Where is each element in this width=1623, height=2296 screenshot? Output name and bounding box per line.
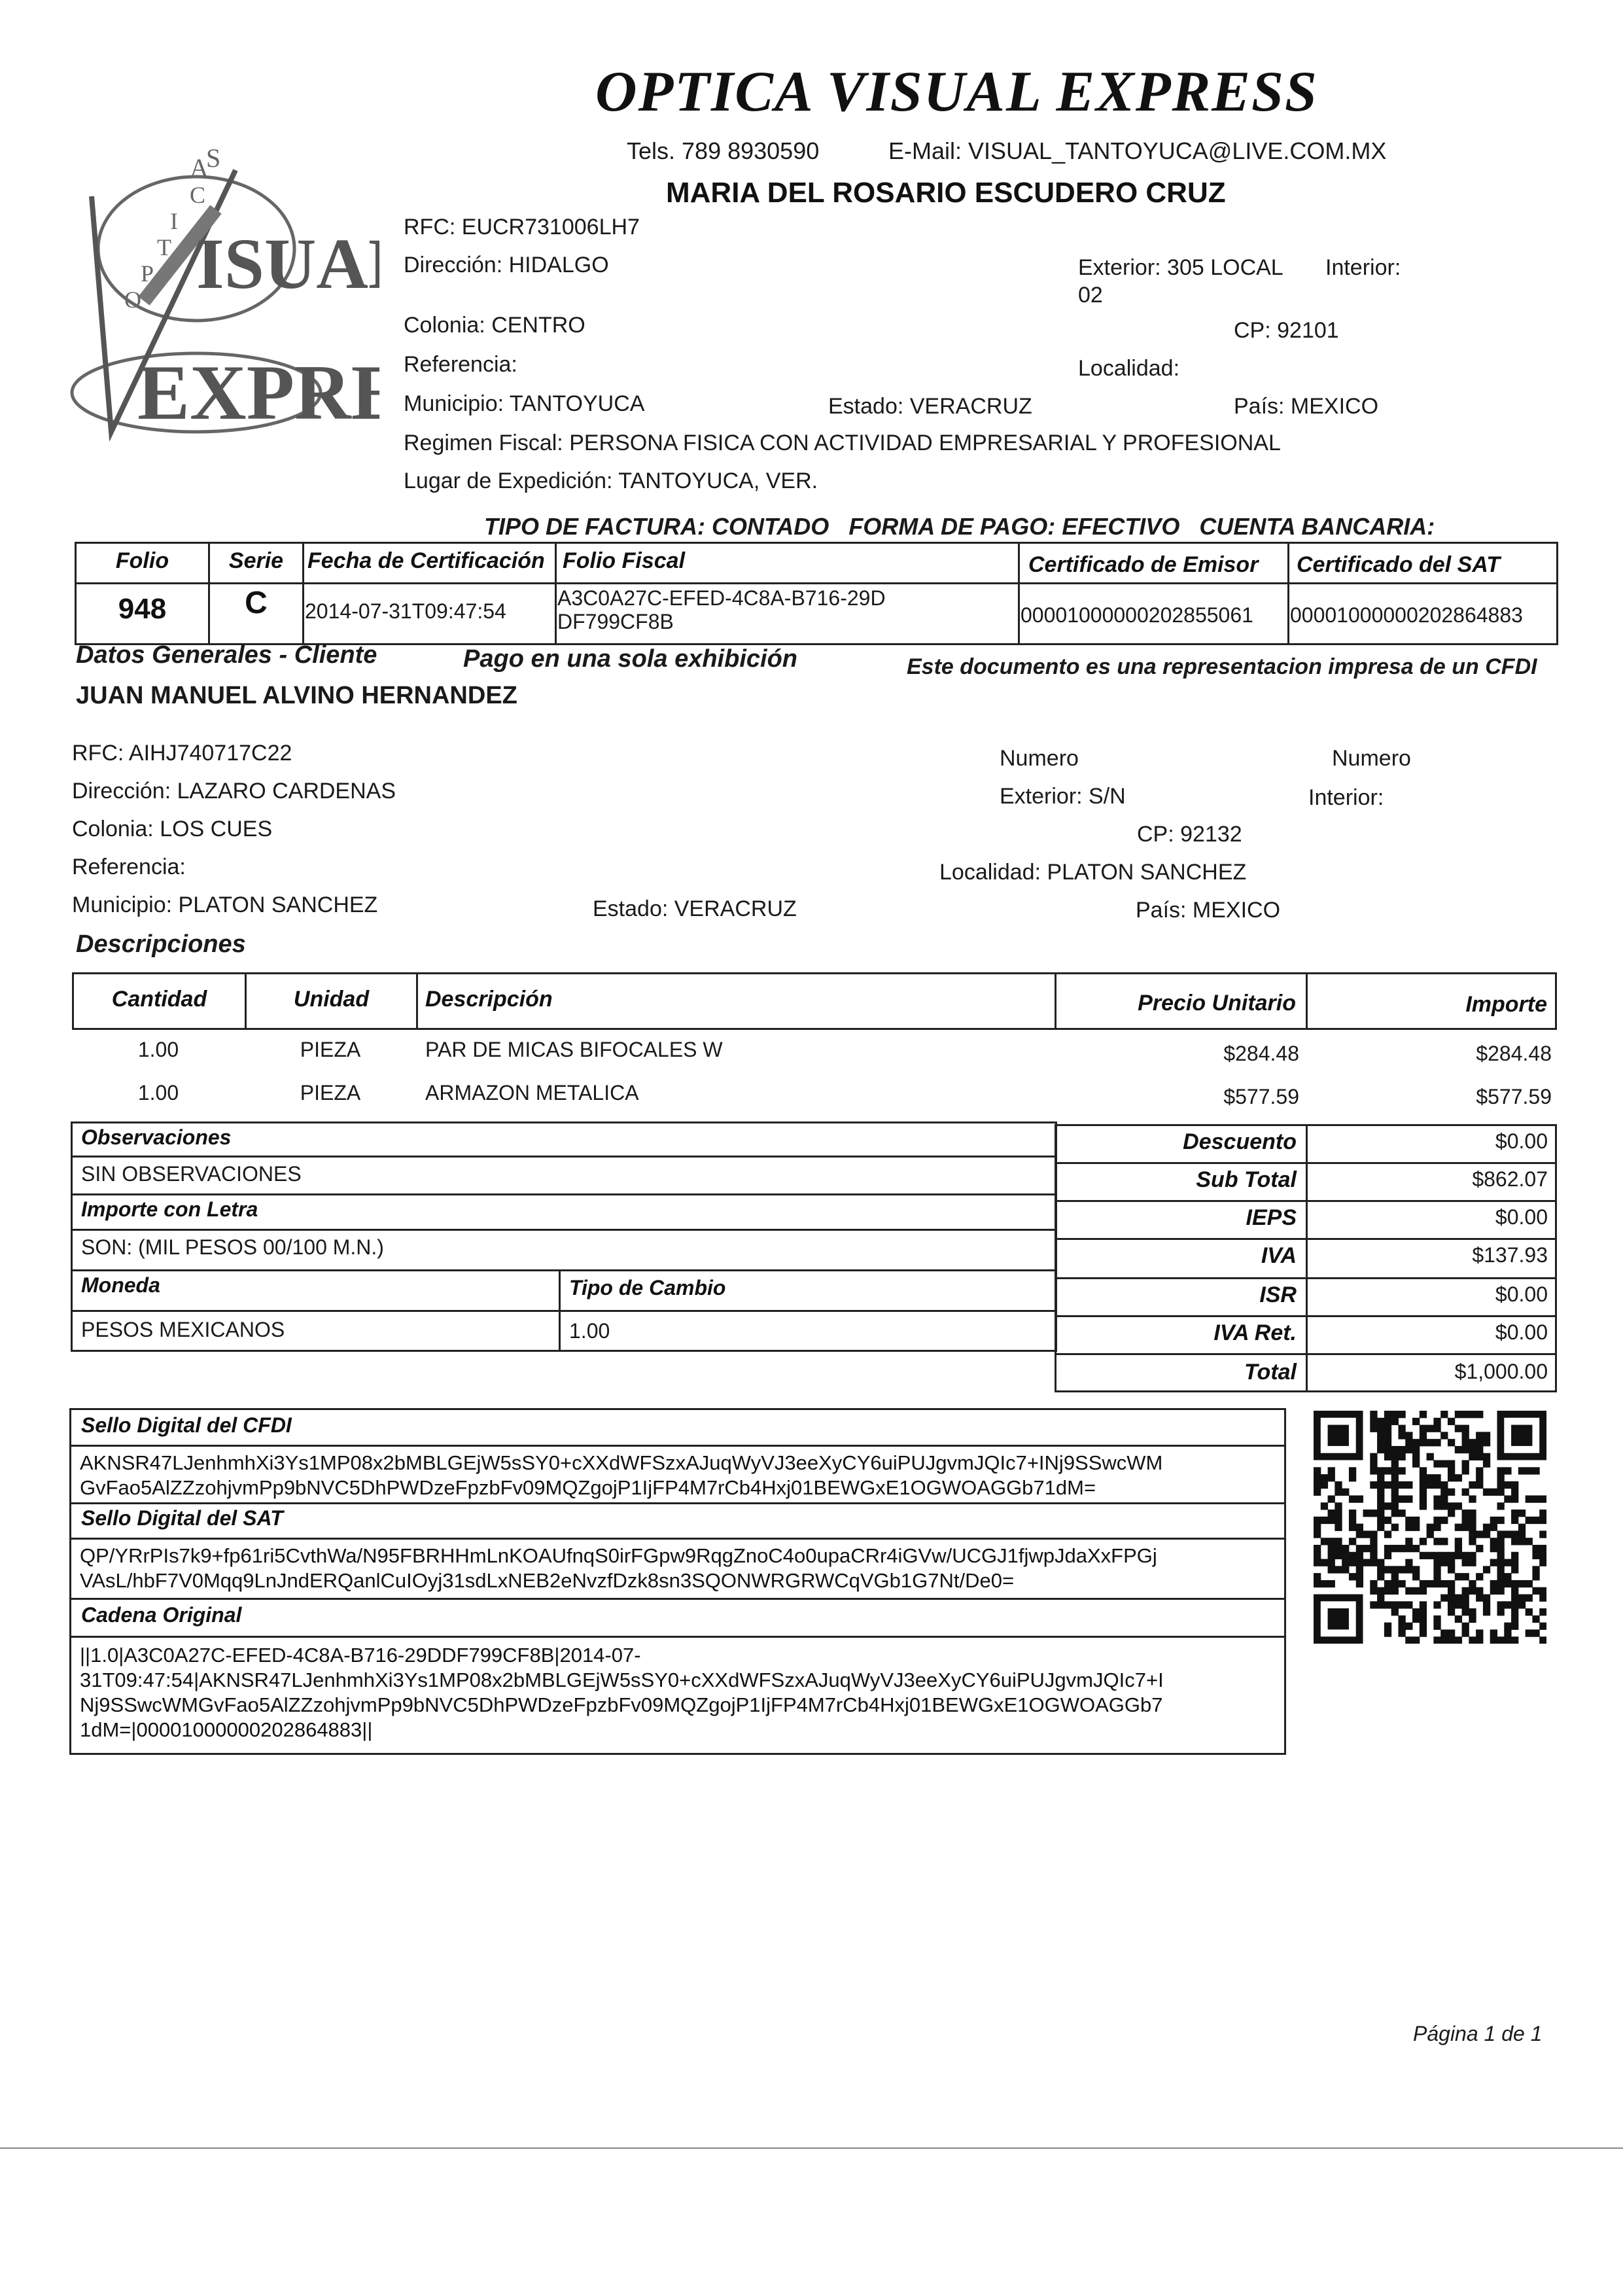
sello-sat-line1: QP/YRrPIs7k9+fp61ri5CvthWa/N95FBRHHmLnKOAUfnqS0irFGpw9RqgZnoC4o0upaCRr4iGVw/UCGJ1fjwpJdaXxFPGj	[80, 1544, 1157, 1567]
total-label-ieps: IEPS	[1246, 1205, 1297, 1230]
client-localidad: Localidad: PLATON SANCHEZ	[939, 860, 1247, 885]
descripciones-label: Descripciones	[76, 930, 246, 958]
precio-header: Precio Unitario	[1138, 991, 1296, 1016]
svg-text:O: O	[124, 287, 141, 313]
cfdi-note: Este documento es una representacion impresa de un CFDI	[907, 654, 1537, 679]
total-label-subtotal: Sub Total	[1196, 1167, 1297, 1192]
total-value-descuento: $0.00	[1495, 1129, 1548, 1153]
client-direccion: Dirección: LAZARO CARDENAS	[72, 779, 396, 804]
svg-text:ISUAL: ISUA	[196, 224, 368, 304]
sello-sat-line2: VAsL/hbF7V0Mqq9LnJndERQanlCuIOyj31sdLxNEB2eNvzfDzk8sn3SQONWRGRWCqVGb1G7Nt/De0=	[80, 1569, 1015, 1592]
company-regimen: Regimen Fiscal: PERSONA FISICA CON ACTIVIDAD EMPRESARIAL Y PROFESIONAL	[404, 431, 1281, 455]
cert-sat-value: 00001000000202864883	[1290, 603, 1523, 627]
bottom-divider	[0, 2147, 1623, 2149]
total-label-descuento: Descuento	[1183, 1129, 1297, 1154]
row-importe: $577.59	[1476, 1085, 1552, 1108]
observaciones-value: SIN OBSERVACIONES	[81, 1162, 302, 1186]
client-pais: País: MEXICO	[1136, 898, 1281, 923]
company-cp: CP: 92101	[1234, 318, 1339, 343]
pago-label: Pago en una sola exhibición	[463, 645, 797, 673]
client-estado: Estado: VERACRUZ	[593, 896, 797, 921]
company-estado: Estado: VERACRUZ	[828, 394, 1032, 419]
moneda-label: Moneda	[81, 1273, 160, 1297]
cert-emisor-header: Certificado de Emisor	[1028, 552, 1259, 577]
invoice-type-line: TIPO DE FACTURA: CONTADO FORMA DE PAGO: EFECTIVO CUENTA BANCARIA:	[484, 513, 1435, 540]
fecha-value: 2014-07-31T09:47:54	[305, 599, 506, 623]
client-numero-int-label: Numero	[1332, 746, 1411, 771]
cadena-line3: Nj9SSwcWMGvFao5AlZZzohjvmPp9bNVC5DhPWDzeFpzbFv09MQZgojP1IjFP4M7rCb4Hxj01BEWGxE1OGWOAGGb7	[80, 1693, 1163, 1716]
row-descripcion: PAR DE MICAS BIFOCALES W	[425, 1038, 723, 1061]
row-unidad: PIEZA	[300, 1038, 361, 1061]
total-label-isr: ISR	[1259, 1282, 1297, 1307]
fecha-header: Fecha de Certificación	[307, 548, 545, 573]
cadena-line4: 1dM=|00001000000202864883||	[80, 1718, 373, 1741]
company-logo	[65, 131, 379, 445]
row-cantidad: 1.00	[137, 1038, 179, 1061]
client-colonia: Colonia: LOS CUES	[72, 817, 273, 841]
table-row	[72, 1038, 1557, 1070]
total-value-isr: $0.00	[1495, 1282, 1548, 1306]
company-pais: País: MEXICO	[1234, 394, 1379, 419]
importe-letra-label: Importe con Letra	[81, 1197, 258, 1221]
serie-header: Serie	[228, 548, 284, 573]
company-exterior: Exterior: 305 LOCAL	[1078, 255, 1283, 280]
unidad-header: Unidad	[293, 987, 370, 1012]
total-value-subtotal: $862.07	[1472, 1167, 1548, 1191]
observaciones-label: Observaciones	[81, 1125, 232, 1149]
svg-text:P: P	[141, 260, 154, 287]
svg-text:T: T	[157, 234, 171, 260]
folio-fiscal-value: A3C0A27C-EFED-4C8A-B716-29DDF799CF8B	[557, 586, 886, 633]
sello-sat-label: Sello Digital del SAT	[81, 1506, 283, 1530]
descripcion-header: Descripción	[425, 987, 553, 1012]
page-number: Página 1 de 1	[1413, 2022, 1543, 2045]
company-exterior-line2: 02	[1078, 283, 1103, 308]
sello-cfdi-line1: AKNSR47LJenhmhXi3Ys1MP08x2bMBLGEjW5sSY0+cXXdWFSzxAJuqWyVJ3eeXyCY6uiPUJgvmJQIc7+INj9SSwcWM	[80, 1451, 1163, 1474]
cert-sat-header: Certificado del SAT	[1297, 552, 1501, 577]
client-interior: Interior:	[1308, 785, 1384, 810]
sello-cfdi-label: Sello Digital del CFDI	[81, 1413, 292, 1437]
table-row	[72, 1081, 1557, 1114]
client-cp: CP: 92132	[1137, 822, 1242, 847]
row-unidad: PIEZA	[300, 1081, 361, 1104]
importe-header: Importe	[1465, 992, 1547, 1017]
company-rfc: RFC: EUCR731006LH7	[404, 215, 640, 239]
company-referencia: Referencia:	[404, 352, 517, 377]
svg-text:I: I	[170, 208, 178, 234]
row-cantidad: 1.00	[137, 1081, 179, 1104]
sello-cfdi-line2: GvFao5AlZZzohjvmPp9bNVC5DhPWDzeFpzbFv09MQZgojP1IjFP4M7rCb4Hxj01BEWGxE1OGWOAGGb71dM=	[80, 1476, 1096, 1499]
total-label-total: Total	[1244, 1360, 1297, 1385]
total-value-total: $1,000.00	[1454, 1360, 1548, 1383]
company-colonia: Colonia: CENTRO	[404, 313, 585, 338]
svg-text:EXPRESS: EXPRE	[137, 349, 379, 436]
company-name: OPTICA VISUAL EXPRESS	[595, 60, 1318, 124]
cantidad-header: Cantidad	[111, 987, 207, 1012]
company-email: E-Mail: VISUAL_TANTOYUCA@LIVE.COM.MX	[888, 137, 1387, 164]
svg-text:A: A	[190, 153, 209, 183]
row-descripcion: ARMAZON METALICA	[425, 1081, 639, 1104]
company-localidad: Localidad:	[1078, 356, 1180, 381]
client-municipio: Municipio: PLATON SANCHEZ	[72, 892, 378, 917]
row-precio: $577.59	[1223, 1085, 1299, 1108]
row-precio: $284.48	[1223, 1042, 1299, 1065]
datos-cliente-label: Datos Generales - Cliente	[76, 641, 377, 669]
company-lugar: Lugar de Expedición: TANTOYUCA, VER.	[404, 468, 818, 493]
folio-header: Folio	[115, 548, 169, 573]
company-municipio: Municipio: TANTOYUCA	[404, 391, 645, 416]
total-value-iva: $137.93	[1472, 1243, 1548, 1267]
client-referencia: Referencia:	[72, 855, 186, 879]
qr-code	[1314, 1411, 1546, 1644]
company-direccion: Dirección: HIDALGO	[404, 253, 609, 277]
folio-fiscal-header: Folio Fiscal	[563, 548, 686, 573]
logo-graphic	[65, 131, 379, 445]
company-owner: MARIA DEL ROSARIO ESCUDERO CRUZ	[666, 177, 1226, 209]
folio-value: 948	[118, 593, 167, 625]
cadena-line1: ||1.0|A3C0A27C-EFED-4C8A-B716-29DDF799CF8B|2014-07-	[80, 1644, 641, 1667]
total-value-iva-ret: $0.00	[1495, 1320, 1548, 1344]
cert-emisor-value: 00001000000202855061	[1021, 603, 1253, 627]
moneda-value: PESOS MEXICANOS	[81, 1318, 285, 1341]
cadena-label: Cadena Original	[81, 1603, 242, 1627]
client-rfc: RFC: AIHJ740717C22	[72, 741, 292, 766]
client-name: JUAN MANUEL ALVINO HERNANDEZ	[76, 682, 517, 709]
tipo-cambio-value: 1.00	[569, 1319, 610, 1343]
client-numero-ext-label: Numero	[1000, 746, 1079, 771]
company-interior: Interior:	[1325, 255, 1401, 280]
total-label-iva: IVA	[1261, 1243, 1297, 1268]
company-phones: Tels. 789 8930590	[627, 137, 820, 164]
total-value-ieps: $0.00	[1495, 1205, 1548, 1229]
tipo-cambio-label: Tipo de Cambio	[569, 1276, 726, 1299]
client-exterior: Exterior: S/N	[1000, 784, 1126, 809]
row-importe: $284.48	[1476, 1042, 1552, 1065]
serie-value: C	[245, 586, 268, 620]
cadena-line2: 31T09:47:54|AKNSR47LJenhmhXi3Ys1MP08x2bMBLGEjW5sSY0+cXXdWFSzxAJuqWyVJ3eeXyCY6uiPUJgvmJQIc7+I	[80, 1669, 1164, 1691]
qr-code-graphic	[1314, 1411, 1546, 1644]
svg-text:S: S	[206, 143, 221, 173]
svg-text:C: C	[190, 182, 206, 208]
importe-letra-value: SON: (MIL PESOS 00/100 M.N.)	[81, 1235, 384, 1259]
total-label-iva-ret: IVA Ret.	[1213, 1320, 1297, 1345]
